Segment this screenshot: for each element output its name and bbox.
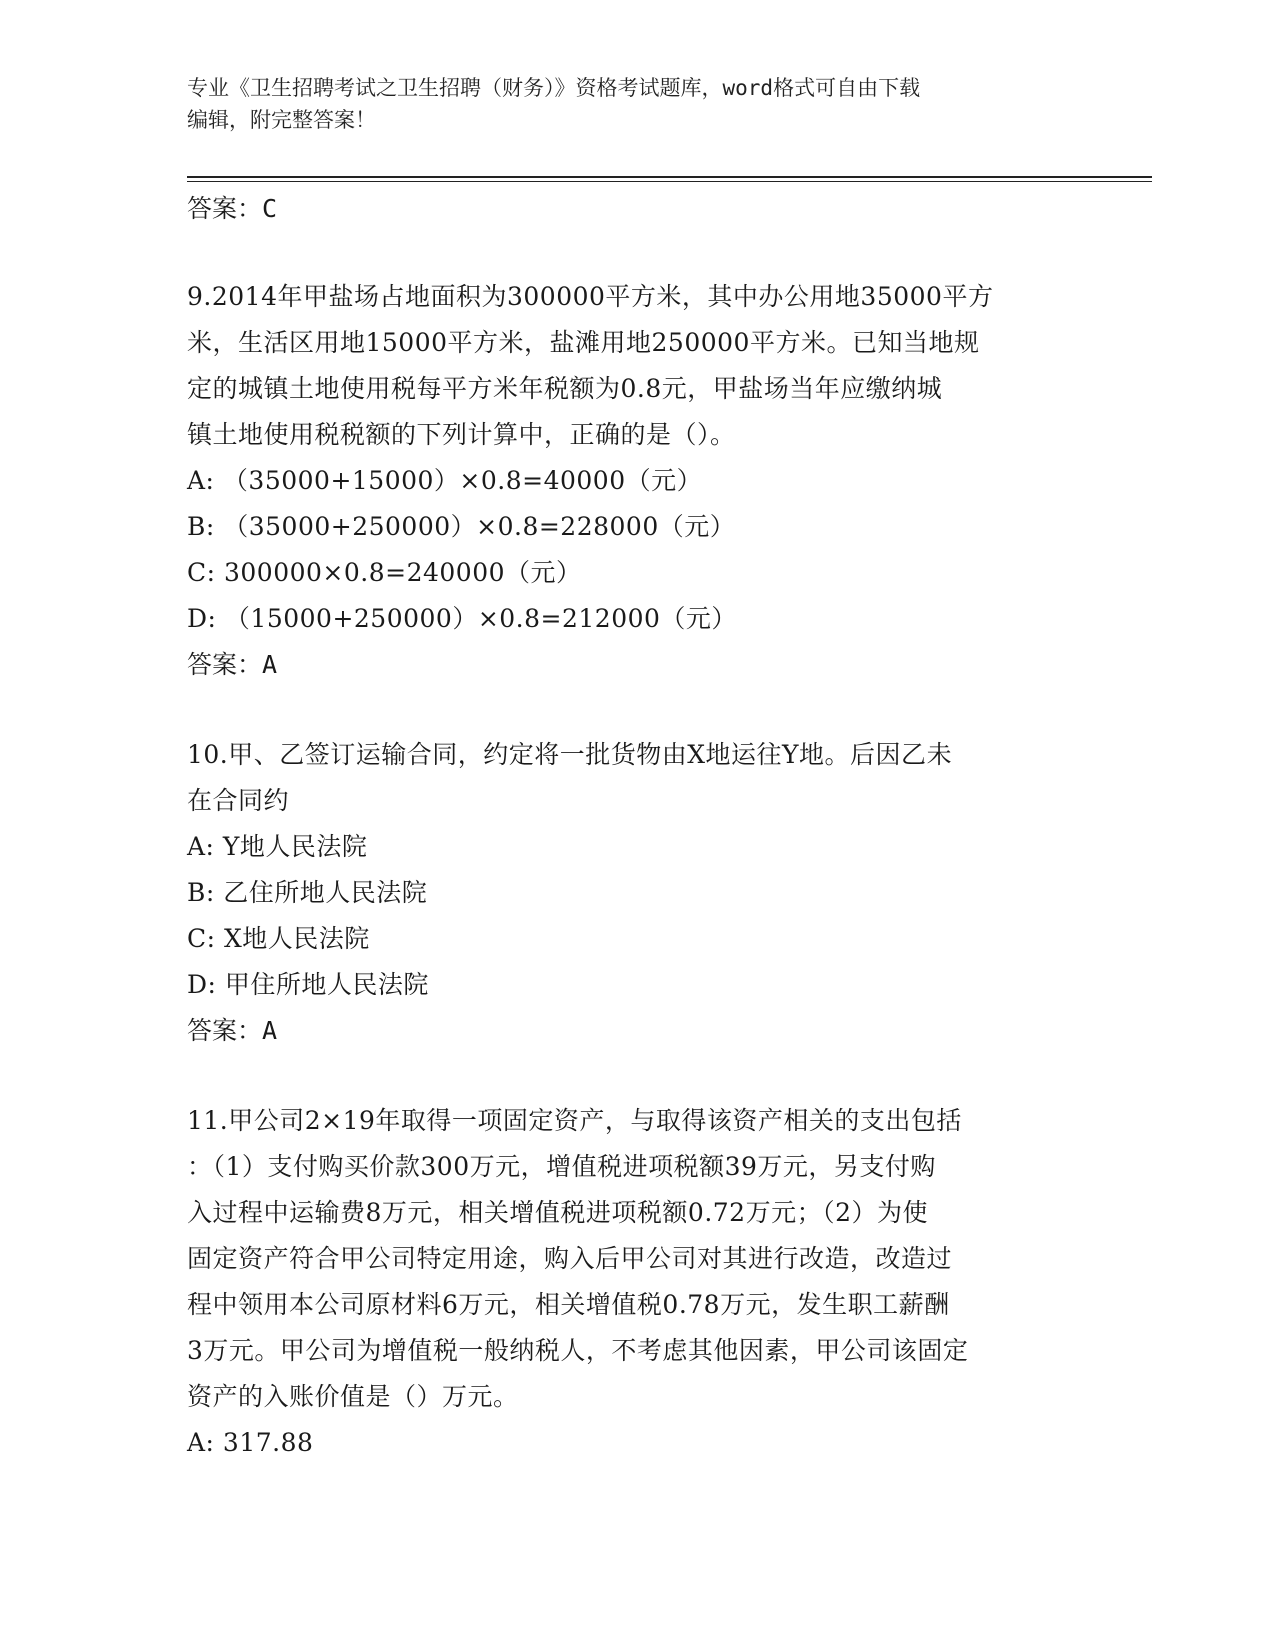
- question-text-line: 镇土地使用税税额的下列计算中，正确的是（）。: [187, 420, 736, 449]
- question-text-line: 米，生活区用地15000平方米，盐滩用地250000平方米。已知当地规: [187, 328, 980, 357]
- header-divider-thin: [187, 181, 1152, 182]
- option-b: B: 乙住所地人民法院: [187, 878, 428, 907]
- question-11: [187, 1098, 1082, 1466]
- option-d: D: 甲住所地人民法院: [187, 970, 429, 999]
- page-header: [187, 72, 1067, 136]
- answer-label: 答案：A: [187, 650, 278, 679]
- header-line-2: 编辑，附完整答案！: [187, 108, 376, 132]
- question-text-line: 9.2014年甲盐场占地面积为300000平方米，其中办公用地35000平方: [187, 282, 994, 311]
- header-divider-thick: [187, 176, 1152, 178]
- question-9: [187, 274, 1082, 688]
- previous-answer: 答案：C: [187, 194, 278, 223]
- spacer: [187, 688, 1082, 732]
- question-text-line: 定的城镇土地使用税每平方米年税额为0.8元，甲盐场当年应缴纳城: [187, 374, 943, 403]
- option-a: A: Y地人民法院: [187, 832, 368, 861]
- question-10: [187, 732, 1082, 1054]
- option-a: A: 317.88: [187, 1428, 314, 1457]
- question-text-line: 入过程中运输费8万元，相关增值税进项税额0.72万元；（2）为使: [187, 1198, 928, 1227]
- option-c: C: 300000×0.8=240000（元）: [187, 558, 582, 587]
- question-text-line: 3万元。甲公司为增值税一般纳税人，不考虑其他因素，甲公司该固定: [187, 1336, 969, 1365]
- question-text-line: 资产的入账价值是（）万元。: [187, 1382, 519, 1411]
- option-d: D: （15000+250000）×0.8=212000（元）: [187, 604, 737, 633]
- option-c: C: X地人民法院: [187, 924, 370, 953]
- option-b: B: （35000+250000）×0.8=228000（元）: [187, 512, 736, 541]
- question-text-line: ：（1）支付购买价款300万元，增值税进项税额39万元，另支付购: [187, 1152, 936, 1181]
- answer-label: 答案：A: [187, 1016, 278, 1045]
- questions-body: [187, 186, 1082, 1466]
- question-text-line: 固定资产符合甲公司特定用途，购入后甲公司对其进行改造，改造过: [187, 1244, 953, 1273]
- question-text-line: 在合同约: [187, 786, 290, 815]
- header-line-1: 专业《卫生招聘考试之卫生招聘（财务）》资格考试题库，word格式可自由下载: [187, 76, 921, 100]
- option-a: A: （35000+15000）×0.8=40000（元）: [187, 466, 703, 495]
- spacer: [187, 232, 1082, 274]
- question-text-line: 程中领用本公司原材料6万元，相关增值税0.78万元，发生职工薪酬: [187, 1290, 950, 1319]
- spacer: [187, 1054, 1082, 1098]
- question-text-line: 10.甲、乙签订运输合同，约定将一批货物由X地运往Y地。后因乙未: [187, 740, 953, 769]
- question-text-line: 11.甲公司2×19年取得一项固定资产，与取得该资产相关的支出包括: [187, 1106, 962, 1135]
